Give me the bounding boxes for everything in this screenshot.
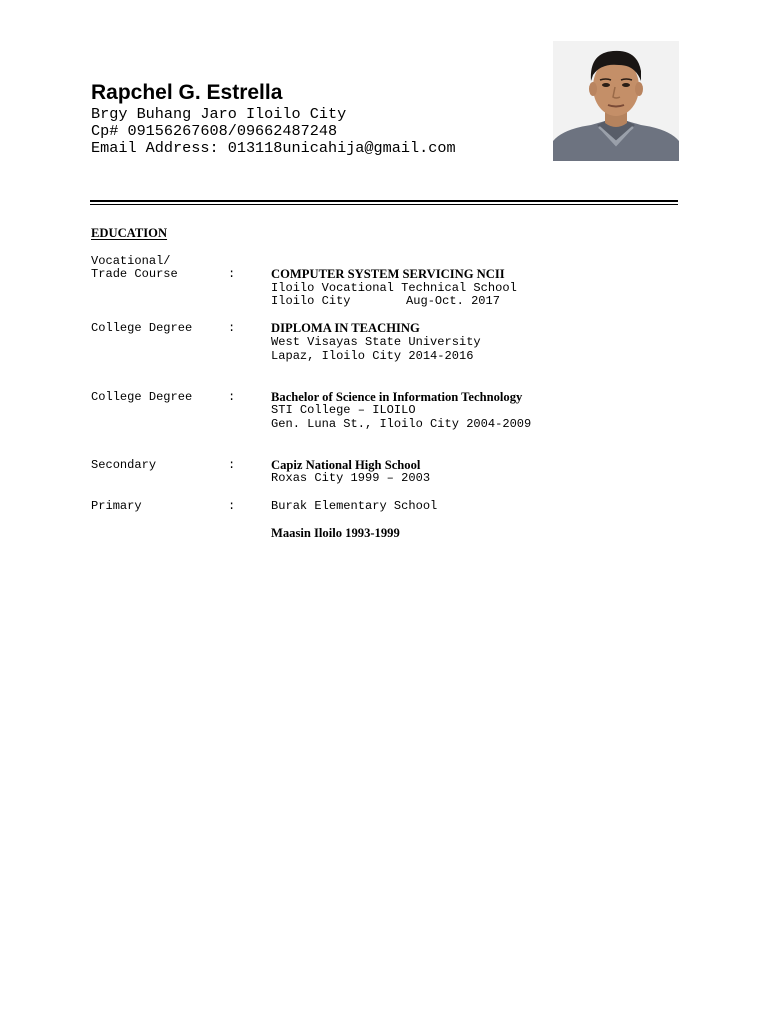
education-heading: EDUCATION [91,226,168,240]
college2-location: Gen. Luna St., Iloilo City 2004-2009 [271,417,532,431]
secondary-label: Secondary [91,458,157,472]
primary-label: Primary [91,499,142,513]
vocational-title: COMPUTER SYSTEM SERVICING NCII [271,267,505,281]
college1-title: DIPLOMA IN TEACHING [271,321,420,335]
secondary-school: Capiz National High School [271,458,421,472]
secondary-location: Roxas City 1999 – 2003 [271,471,431,485]
portrait-image [553,41,679,161]
college2-label: College Degree [91,390,193,404]
phone-line: Cp# 09156267608/09662487248 [91,122,338,140]
header-rule-thin [90,204,678,205]
college2-colon: : [228,390,236,404]
vocational-label-line2: Trade Course [91,267,178,281]
primary-colon: : [228,499,236,513]
primary-school: Burak Elementary School [271,499,438,513]
college1-colon: : [228,321,236,335]
email-line: Email Address: 013118unicahija@gmail.com [91,139,456,157]
header-rule-thick [90,200,678,202]
college2-school: STI College – ILOILO [271,403,416,417]
address-line: Brgy Buhang Jaro Iloilo City [91,105,347,123]
secondary-colon: : [228,458,236,472]
vocational-label-line1: Vocational/ [91,254,171,268]
applicant-photo [553,41,679,161]
vocational-dates: Aug-Oct. 2017 [406,294,500,308]
college1-location: Lapaz, Iloilo City 2014-2016 [271,349,474,363]
vocational-colon: : [228,267,236,281]
applicant-name: Rapchel G. Estrella [91,81,283,104]
vocational-city: Iloilo City [271,294,351,308]
college1-label: College Degree [91,321,193,335]
primary-location: Maasin Iloilo 1993-1999 [271,526,400,540]
vocational-school: Iloilo Vocational Technical School [271,281,517,295]
college1-school: West Visayas State University [271,335,481,349]
college2-title: Bachelor of Science in Information Technology [271,390,523,404]
